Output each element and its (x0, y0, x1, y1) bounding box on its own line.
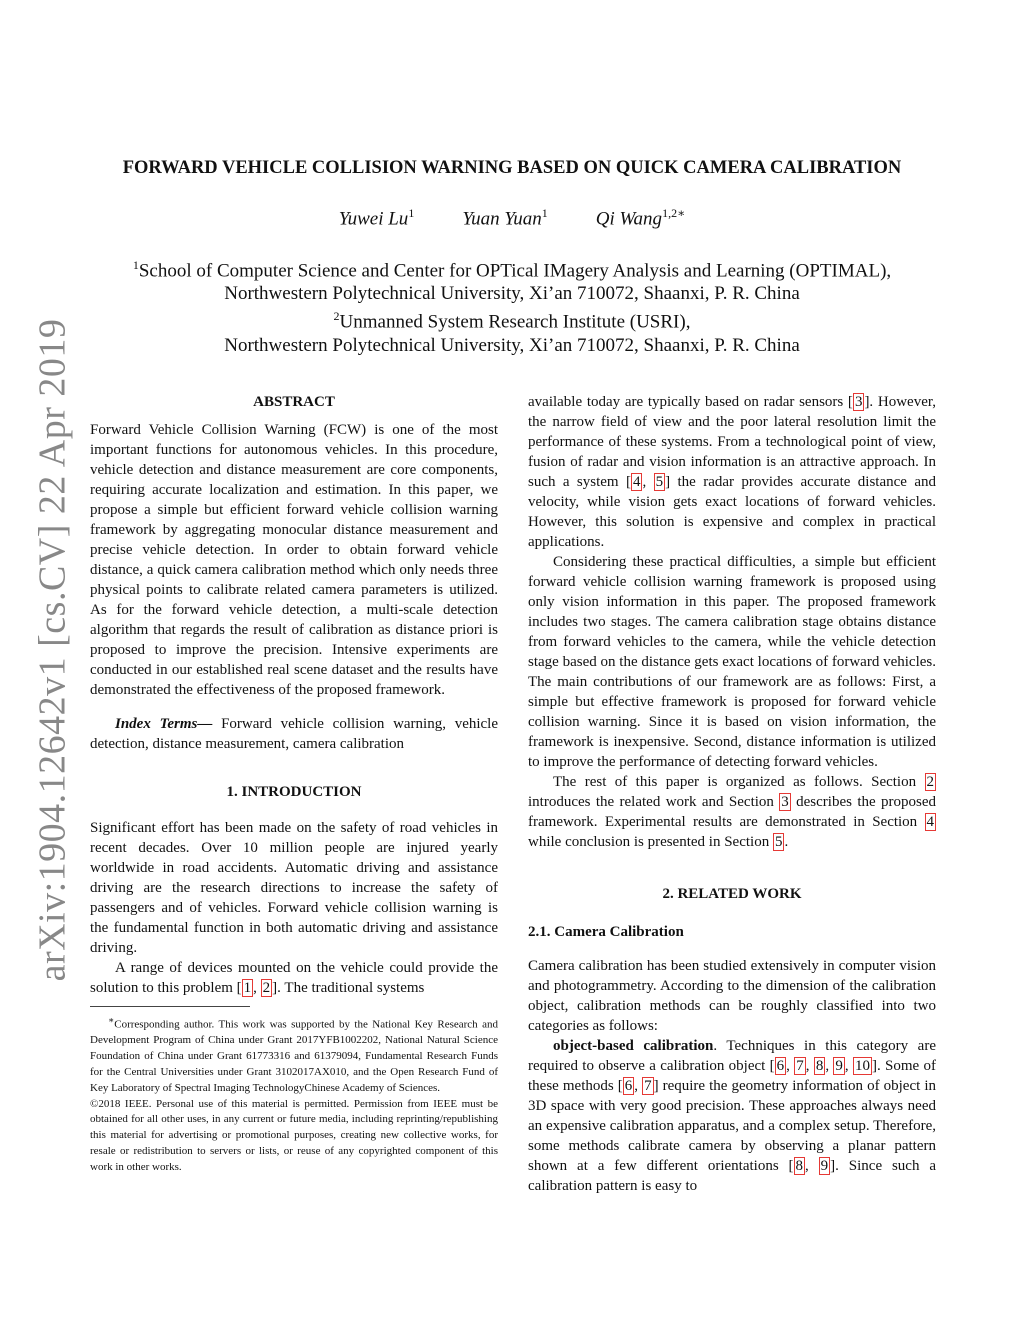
index-terms: Index Terms— Forward vehicle collision warning, vehicle detection, distance measurement, camera calibration (90, 716, 499, 752)
intro-paragraph: The rest of this paper is organized as follows. Section 2 introduces the related work and Section 3 describes the proposed framework. Experimental results are demonstrated in Section 4 while conclusion is presented in Section 5 . (528, 774, 936, 850)
section-link[interactable]: 3 (781, 794, 789, 810)
right-column (528, 392, 936, 1196)
intro-paragraph: available today are typically based on radar sensors [ 3 ]. However, the narrow field of view and the poor lateral resolution limit the performance of these systems. From a technological point of view, fusion of radar and vision information is an attractive approach. In such a system [ 4 , 5 ] the radar provides accurate distance and velocity, while vision gets exact locations of forward vehicles. However, this solution is expensive and complex in practical applications. (528, 394, 937, 550)
section-link[interactable]: 5 (774, 834, 783, 850)
citation-link[interactable]: 3 (854, 394, 863, 410)
left-column (90, 392, 498, 1176)
arxiv-identifier: arXiv:1904.12642v1 [cs.CV] 22 Apr 2019 (31, 318, 73, 982)
citation-link[interactable]: 8 (815, 1058, 824, 1074)
affiliation-line: $^1$School of Computer Science and Center for OPTical IMagery Analysis and Learning (OPTIMAL), (132, 258, 892, 282)
intro-paragraph: Significant effort has been made on the safety of road vehicles in recent decades. Over 10 million people are injured yearly worldwide in road accidents. Automatic driving and assistance driving are the research directions to increase the safety of passengers and of vehicles. Forward vehicle collision warning is the fundamental function in both automatic driving and assistance driving. (90, 820, 498, 956)
citation-link[interactable]: 4 (632, 474, 641, 490)
author: Yuwei Lu$^1$ (338, 206, 415, 230)
paper-title: FORWARD VEHICLE COLLISION WARNING BASED ON QUICK CAMERA CALIBRATION (122, 158, 902, 178)
abstract-text: Forward Vehicle Collision Warning (FCW) is one of the most important functions for autonomous vehicles. In this procedure, vehicle detection and distance measurement are core components, requiring accurate localization and estimation. In this paper, we propose a simple but efficient forward vehicle collision warning framework by aggregating monocular distance measurement and precise vehicle detection. In order to obtain forward vehicle distance, a quick camera calibration method which only needs three physical points to calibrate related camera parameters is utilized. As for the forward vehicle detection, a multi-scale detection algorithm that regards the result of calibration as distance priori is proposed to improve the precision. Intensive experiments are conducted in our established real scene dataset and the results have demonstrated the effectiveness of the proposed framework. (90, 422, 498, 698)
citation-link[interactable]: 6 (624, 1078, 633, 1094)
affiliation-line: Northwestern Polytechnical University, Xi’an 710072, Shaanxi, P. R. China (224, 334, 800, 356)
copyright-icon: © (90, 1097, 99, 1110)
citation-link[interactable]: 9 (835, 1058, 843, 1074)
intro-paragraph: A range of devices mounted on the vehicle could provide the solution to this problem [ 1 , 2 ]. The traditional systems (90, 960, 498, 996)
citation-link[interactable]: 8 (795, 1158, 804, 1174)
citation-link[interactable]: 5 (655, 474, 664, 490)
footnotes (90, 1013, 498, 1176)
intro-paragraph: Considering these practical difficulties, a simple but efficient forward vehicle collision warning framework is proposed using only vision information in this paper. The proposed framework includes two stages. The camera calibration stage obtains distance from forward vehicles to the camera, while the vehicle detection stage based on the distance gets exact locations of forward vehicles. The main contributions of our framework are as follows: First, a simple but effective framework is proposed for forward vehicle collision warning. Since it is based on vision information, the framework is inexpensive. Second, distance information is utilized to improve the performance of detecting forward vehicles. (528, 554, 936, 770)
affiliation-line: Northwestern Polytechnical University, Xi’an 710072, Shaanxi, P. R. China (224, 283, 800, 305)
related-paragraph: Camera calibration has been studied extensively in computer vision and photogrammetry. According to the dimension of the calibration object, calibration methods can be roughly classified into two categories as follows: (528, 958, 936, 1034)
citation-link[interactable]: 1 (243, 980, 252, 996)
copyright-notice: ©2018 IEEE. Personal use of this material is permitted. Permission from IEEE must be obtained for all other uses, in any current or future media, including reprinting/republishing this material for advertising or promotional purposes, creating new collective works, for resale or redistribution to servers or lists, or reuse of any copyrighted component of this work in other works. (90, 1097, 498, 1173)
author: Yuan Yuan$^1$ (462, 206, 548, 230)
related-paragraph: object-based calibration. Techniques in this category are required to observe a calibration object [ 6 , 7 , 8 , 9 , 10 ]. Some of these methods [ 6 , 7 ] require the geometry information of object in 3D space with very good precision. These approaches always need an expensive calibration apparatus, and a complex setup. Therefore, some methods calibrate camera by observing a planar pattern shown at a few different orientations [ 8 , 9 ]. Since such a calibration pattern is easy to (528, 1038, 937, 1194)
footnote: ∗Corresponding author. This work was supported by the National Key Research and Development Program of China under Grant 2017YFB1002202, National Natural Science Foundation of China under Grant 61773316 and 61379094, Fundamental Research Funds for the Central Universities under Grant 3102017AX010, and the Open Research Fund of Key Laboratory of Spectral Imaging TechnologyChinese Academy of Sciences. (90, 1015, 498, 1094)
citation-link[interactable]: 6 (776, 1058, 785, 1074)
section-link[interactable]: 2 (926, 774, 934, 790)
affiliation-line: $^2$Unmanned System Research Institute (USRI), (333, 309, 691, 333)
author-list (0, 206, 1024, 230)
section-link[interactable]: 4 (926, 814, 934, 830)
citation-link[interactable]: 7 (644, 1078, 652, 1094)
citation-link[interactable]: 9 (820, 1158, 829, 1174)
camera-calibration-heading: 2.1. Camera Calibration (528, 924, 684, 940)
abstract-heading: ABSTRACT (253, 394, 335, 410)
author: Qi Wang$^{1,2∗}$ (595, 206, 686, 230)
affiliations (60, 254, 964, 357)
citation-link[interactable]: 7 (796, 1058, 804, 1074)
related-work-heading: 2. RELATED WORK (662, 886, 802, 902)
introduction-heading: 1. INTRODUCTION (226, 784, 362, 800)
citation-link[interactable]: 10 (854, 1058, 870, 1074)
citation-link[interactable]: 2 (262, 980, 271, 996)
footnote-rule (90, 1006, 250, 1007)
